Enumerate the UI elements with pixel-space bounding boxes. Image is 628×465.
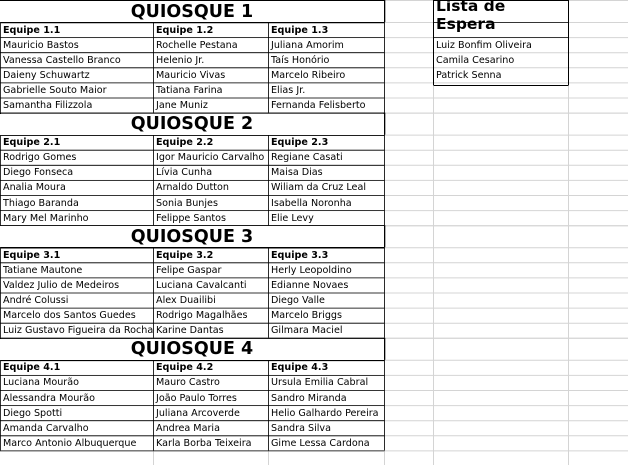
team-member-cell: Mary Mel Marinho xyxy=(3,212,89,224)
team-member-cell: Arnaldo Dutton xyxy=(156,182,229,194)
waitlist-name-cell: Camila Cesarino xyxy=(436,55,515,67)
team-member-cell: Andrea Maria xyxy=(156,422,220,434)
team-member-cell: Valdez Julio de Medeiros xyxy=(3,279,120,291)
team-header: Equipe 3.1 xyxy=(3,249,61,261)
team-member-cell: Luiz Gustavo Figueira da Rocha xyxy=(3,325,153,337)
waitlist-title: Lista de Espera xyxy=(436,0,506,33)
team-header: Equipe 2.1 xyxy=(3,137,61,149)
team-member-cell: Gabrielle Souto Maior xyxy=(3,84,107,96)
team-header: Equipe 4.1 xyxy=(3,362,61,374)
team-member-cell: Diego Valle xyxy=(271,295,325,306)
team-member-cell: Mauricio Vivas xyxy=(156,69,226,81)
team-member-cell: Maisa Dias xyxy=(271,167,323,179)
team-member-cell: Felippe Santos xyxy=(156,212,227,224)
team-member-cell: Helenio Jr. xyxy=(156,54,205,66)
team-member-cell: Samantha Filizzola xyxy=(3,100,93,111)
team-member-cell: Diego Spotti xyxy=(3,407,63,419)
team-header: Equipe 2.2 xyxy=(156,137,214,149)
team-member-cell: Marcelo dos Santos Guedes xyxy=(3,310,136,322)
team-header: Equipe 3.2 xyxy=(156,249,214,261)
team-member-cell: Marcelo Ribeiro xyxy=(271,69,346,81)
team-member-cell: Ursula Emilia Cabral xyxy=(271,377,369,389)
team-member-cell: Elie Levy xyxy=(271,212,314,224)
team-member-cell: Karine Dantas xyxy=(156,325,224,337)
waitlist-name-cell: Luiz Bonfim Oliveira xyxy=(436,40,532,52)
team-member-cell: Sandra Silva xyxy=(271,422,331,434)
team-member-cell: Juliana Arcoverde xyxy=(156,407,240,419)
team-member-cell: Tatiane Mautone xyxy=(3,264,83,276)
team-header: Equipe 4.2 xyxy=(156,362,214,374)
team-member-cell: Regiane Casati xyxy=(271,152,343,164)
team-header: Equipe 3.3 xyxy=(271,249,329,261)
team-member-cell: Sandro Miranda xyxy=(271,392,347,404)
team-member-cell: Marcelo Briggs xyxy=(271,310,343,322)
team-member-cell: Tatiana Farina xyxy=(156,84,223,96)
kiosk-title: QUIOSQUE 2 xyxy=(0,114,384,135)
team-header: Equipe 4.3 xyxy=(271,362,329,374)
team-member-cell: Mauricio Bastos xyxy=(3,39,79,51)
team-header: Equipe 1.3 xyxy=(271,24,329,36)
team-header: Equipe 2.3 xyxy=(271,137,329,149)
team-member-cell: Alex Duailibi xyxy=(156,295,216,306)
kiosk-title: QUIOSQUE 1 xyxy=(0,1,384,22)
team-member-cell: Jane Muniz xyxy=(156,100,208,111)
team-member-cell: Taís Honório xyxy=(271,54,330,66)
team-member-cell: Helio Galhardo Pereira xyxy=(271,407,379,419)
team-member-cell: Gilmara Maciel xyxy=(271,325,343,337)
team-member-cell: Alessandra Mourão xyxy=(3,392,95,404)
kiosk-title: QUIOSQUE 4 xyxy=(0,339,384,360)
team-member-cell: Lívia Cunha xyxy=(156,167,213,179)
team-member-cell: Rodrigo Gomes xyxy=(3,152,77,164)
team-member-cell: Edianne Novaes xyxy=(271,279,349,291)
team-member-cell: Vanessa Castello Branco xyxy=(3,54,121,66)
team-member-cell: Igor Mauricio Carvalho xyxy=(156,152,265,164)
team-member-cell: João Paulo Torres xyxy=(156,392,237,404)
team-header: Equipe 1.1 xyxy=(3,24,61,36)
team-header: Equipe 1.2 xyxy=(156,24,214,36)
team-member-cell: Sonia Bunjes xyxy=(156,197,218,209)
team-member-cell: Luciana Mourão xyxy=(3,377,80,389)
team-member-cell: Isabella Noronha xyxy=(271,197,352,209)
team-member-cell: Luciana Cavalcanti xyxy=(156,279,247,291)
team-member-cell: Gime Lessa Cardona xyxy=(271,437,370,449)
team-member-cell: Marco Antonio Albuquerque xyxy=(3,437,137,449)
kiosk-title: QUIOSQUE 3 xyxy=(0,226,384,247)
team-member-cell: Herly Leopoldino xyxy=(271,264,352,276)
waitlist-name-cell: Patrick Senna xyxy=(436,70,502,82)
team-member-cell: Juliana Amorim xyxy=(271,39,344,51)
team-member-cell: Mauro Castro xyxy=(156,377,220,389)
team-member-cell: Felipe Gaspar xyxy=(156,264,222,276)
team-member-cell: Analia Moura xyxy=(3,182,66,194)
team-member-cell: Rochelle Pestana xyxy=(156,39,238,51)
team-member-cell: Daieny Schuwartz xyxy=(3,69,90,81)
team-member-cell: Diego Fonseca xyxy=(3,167,74,179)
team-member-cell: Wiliam da Cruz Leal xyxy=(271,182,366,194)
team-member-cell: Thiago Baranda xyxy=(3,197,79,209)
team-member-cell: Fernanda Felisberto xyxy=(271,100,366,111)
team-member-cell: André Colussi xyxy=(3,295,69,306)
team-member-cell: Elias Jr. xyxy=(271,84,306,96)
team-member-cell: Amanda Carvalho xyxy=(3,422,89,434)
team-member-cell: Rodrigo Magalhães xyxy=(156,310,248,322)
team-member-cell: Karla Borba Teixeira xyxy=(156,437,252,449)
